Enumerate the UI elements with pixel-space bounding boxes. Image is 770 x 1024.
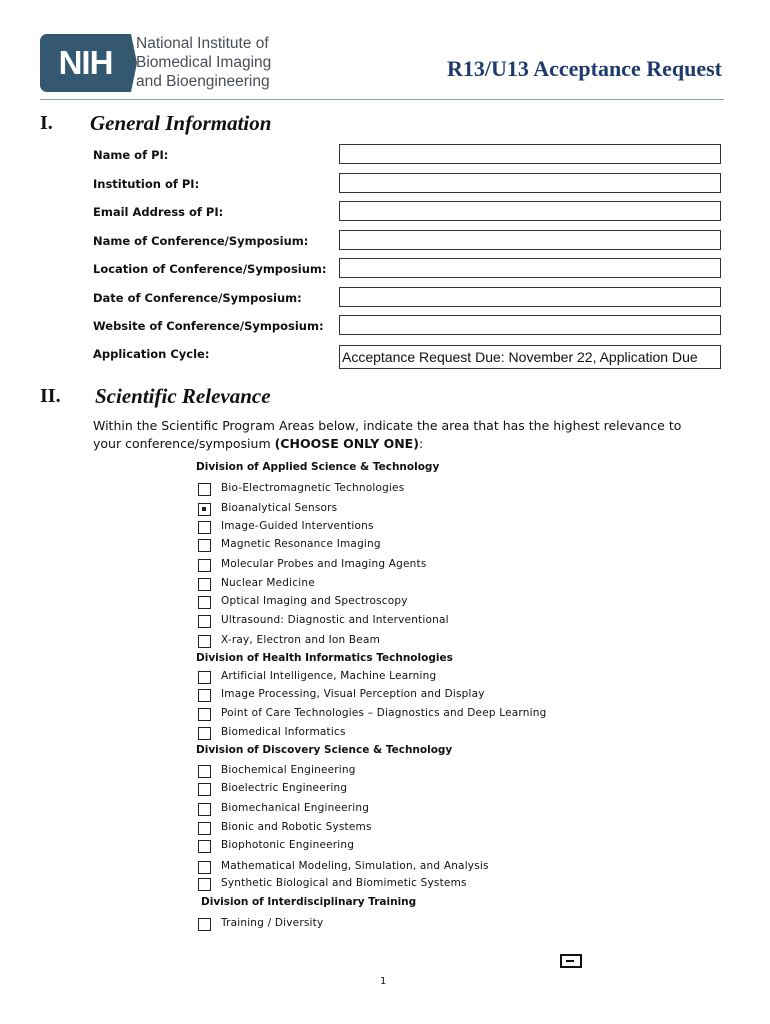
area-checkbox[interactable] bbox=[198, 539, 211, 552]
area-checkbox[interactable] bbox=[198, 521, 211, 534]
conference-location-label: Location of Conference/Symposium: bbox=[93, 262, 327, 276]
division-title: Division of Health Informatics Technologies bbox=[196, 652, 453, 664]
conference-location-field[interactable] bbox=[339, 258, 721, 278]
area-label: Training / Diversity bbox=[221, 917, 324, 929]
intro-line-1: Within the Scientific Program Areas below, indicate the area that has the highest relevance to bbox=[93, 418, 682, 433]
area-label: Point of Care Technologies – Diagnostics and Deep Learning bbox=[221, 707, 547, 719]
area-label: Magnetic Resonance Imaging bbox=[221, 538, 381, 550]
area-label: Artificial Intelligence, Machine Learning bbox=[221, 670, 437, 682]
area-label: Nuclear Medicine bbox=[221, 577, 315, 589]
pi-institution-label: Institution of PI: bbox=[93, 177, 200, 191]
area-label: Biophotonic Engineering bbox=[221, 839, 355, 851]
logo-line-1: National Institute of bbox=[136, 35, 269, 52]
area-checkbox[interactable] bbox=[198, 596, 211, 609]
logo-line-3: and Bioengineering bbox=[136, 73, 270, 90]
division-title: Division of Applied Science & Technology bbox=[196, 461, 440, 473]
application-cycle-select[interactable]: Acceptance Request Due: November 22, Application Due bbox=[339, 345, 721, 369]
pi-name-label: Name of PI: bbox=[93, 148, 169, 162]
document-title: R13/U13 Acceptance Request bbox=[447, 56, 722, 81]
area-checkbox[interactable] bbox=[198, 840, 211, 853]
section-2-title: Scientific Relevance bbox=[95, 384, 271, 408]
intro-line-2 bbox=[93, 435, 693, 453]
area-checkbox[interactable] bbox=[198, 765, 211, 778]
area-checkbox[interactable] bbox=[198, 708, 211, 721]
conference-website-label: Website of Conference/Symposium: bbox=[93, 319, 324, 333]
area-label: Biomedical Informatics bbox=[221, 726, 346, 738]
intro-line-2-suffix: : bbox=[418, 436, 424, 451]
logo-line-2: Biomedical Imaging bbox=[136, 54, 272, 71]
area-label: Bionic and Robotic Systems bbox=[221, 821, 372, 833]
area-checkbox[interactable] bbox=[198, 635, 211, 648]
conference-name-label: Name of Conference/Symposium: bbox=[93, 234, 309, 248]
minus-icon bbox=[566, 960, 574, 962]
area-label: Bioanalytical Sensors bbox=[221, 502, 338, 514]
area-label: Bioelectric Engineering bbox=[221, 782, 348, 794]
area-checkbox[interactable] bbox=[198, 671, 211, 684]
area-label: Ultrasound: Diagnostic and Interventional bbox=[221, 614, 449, 626]
section-1-number: I. bbox=[40, 112, 53, 134]
area-label: Molecular Probes and Imaging Agents bbox=[221, 558, 427, 570]
area-label: Biomechanical Engineering bbox=[221, 802, 370, 814]
choose-one-note: (CHOOSE ONLY ONE) bbox=[274, 436, 419, 451]
pi-email-field[interactable] bbox=[339, 201, 721, 221]
application-cycle-label: Application Cycle: bbox=[93, 347, 210, 361]
area-label: Image Processing, Visual Perception and Display bbox=[221, 688, 485, 700]
nih-logo: NIH bbox=[58, 44, 113, 81]
section-2-intro bbox=[93, 417, 693, 453]
conference-date-field[interactable] bbox=[339, 287, 721, 307]
area-label: X-ray, Electron and Ion Beam bbox=[221, 634, 381, 646]
pi-institution-field[interactable] bbox=[339, 173, 721, 193]
section-2-number: II. bbox=[40, 385, 61, 407]
pi-name-field[interactable] bbox=[339, 144, 721, 164]
area-checkbox[interactable] bbox=[198, 878, 211, 891]
intro-line-2-prefix: your conference/symposium bbox=[93, 436, 275, 451]
conference-name-field[interactable] bbox=[339, 230, 721, 250]
area-checkbox[interactable] bbox=[198, 861, 211, 874]
title-divider bbox=[40, 99, 724, 100]
area-label: Synthetic Biological and Biomimetic Systems bbox=[221, 877, 467, 889]
area-label: Bio-Electromagnetic Technologies bbox=[221, 482, 405, 494]
area-checkbox[interactable] bbox=[198, 803, 211, 816]
area-checkbox[interactable] bbox=[198, 503, 211, 516]
area-checkbox[interactable] bbox=[198, 727, 211, 740]
pi-email-label: Email Address of PI: bbox=[93, 205, 224, 219]
area-checkbox[interactable] bbox=[198, 578, 211, 591]
area-label: Optical Imaging and Spectroscopy bbox=[221, 595, 408, 607]
area-label: Biochemical Engineering bbox=[221, 764, 356, 776]
section-1-title: General Information bbox=[90, 111, 272, 135]
page-number: 1 bbox=[380, 976, 387, 987]
area-label: Mathematical Modeling, Simulation, and Analysis bbox=[221, 860, 489, 872]
area-label: Image-Guided Interventions bbox=[221, 520, 374, 532]
area-checkbox[interactable] bbox=[198, 559, 211, 572]
conference-website-field[interactable] bbox=[339, 315, 721, 335]
area-checkbox[interactable] bbox=[198, 689, 211, 702]
area-checkbox[interactable] bbox=[198, 483, 211, 496]
division-title: Division of Interdisciplinary Training bbox=[201, 896, 417, 908]
area-checkbox[interactable] bbox=[198, 822, 211, 835]
area-checkbox[interactable] bbox=[198, 615, 211, 628]
division-title: Division of Discovery Science & Technology bbox=[196, 744, 453, 756]
conference-date-label: Date of Conference/Symposium: bbox=[93, 291, 302, 305]
area-checkbox[interactable] bbox=[198, 783, 211, 796]
area-checkbox[interactable] bbox=[198, 918, 211, 931]
